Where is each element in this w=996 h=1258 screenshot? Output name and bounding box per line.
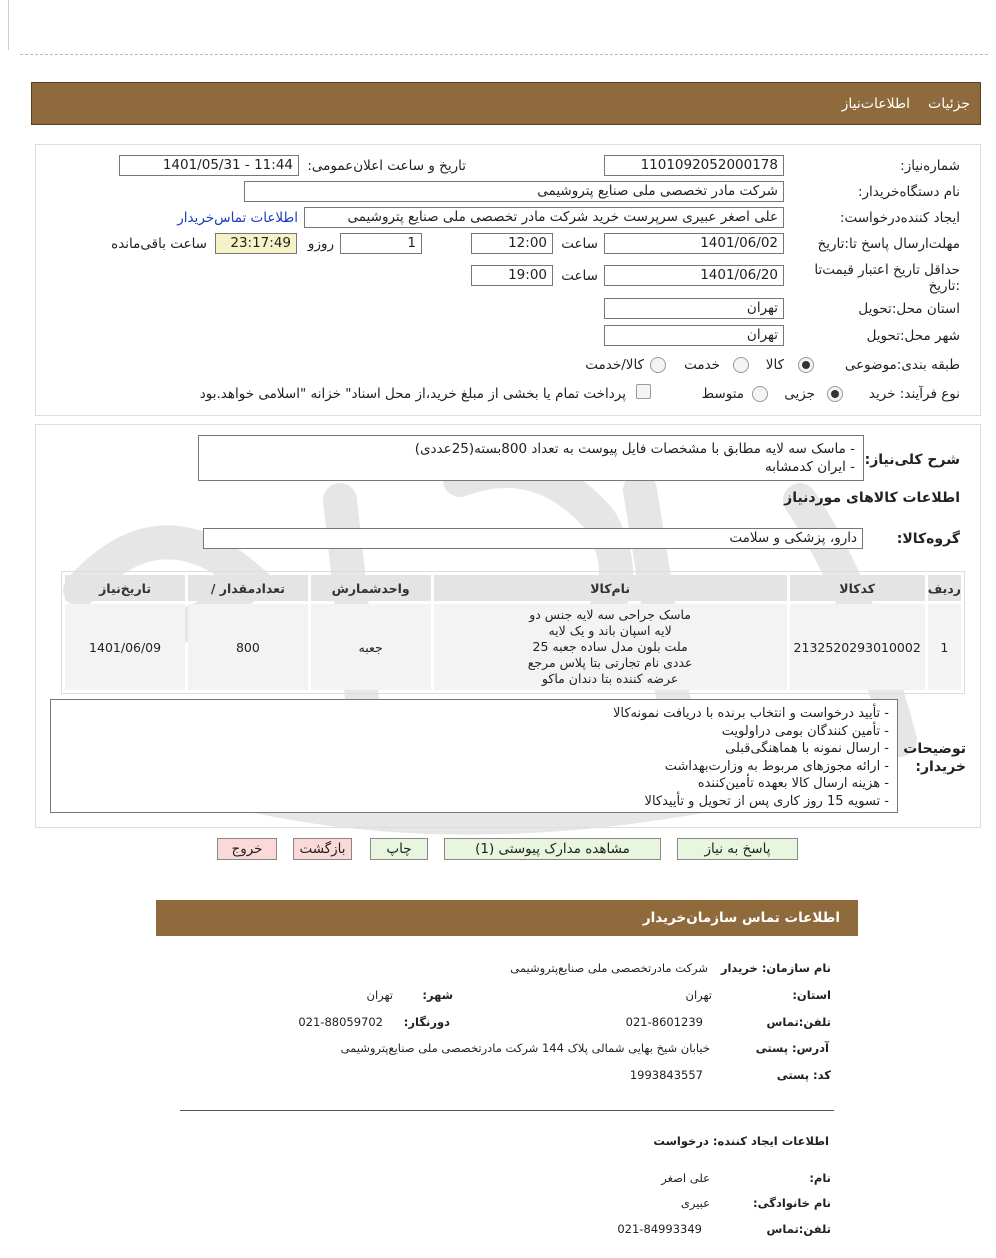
contact-province-label: استان: xyxy=(792,988,831,1002)
table-header-row xyxy=(65,575,961,601)
province-field: تهران xyxy=(604,298,784,319)
process-medium-label: متوسط xyxy=(701,386,744,402)
buyer-notes-label: توضیحات خریدار: xyxy=(903,741,966,775)
note-line: - ارسال نمونه با هماهنگی‌قبلی xyxy=(725,741,889,756)
creator-phone-value: 021-84993349 xyxy=(617,1222,702,1236)
validity-label: حداقل تاریخ اعتبار قیمت‌تا :تاریخ xyxy=(814,262,960,294)
note-line: - تأیید درخواست و انتخاب برنده با دریافت نمونه‌کالا xyxy=(612,706,889,721)
deadline-time-field: 12:00 xyxy=(471,233,553,254)
deadline-label: مهلت‌ارسال پاسخ تا‌:تاریخ xyxy=(817,236,960,252)
need-number-label: شماره‌نیاز: xyxy=(900,158,960,174)
process-minor-label: جزیی xyxy=(784,386,815,402)
days-field: 1 xyxy=(340,233,422,254)
category-goods-service-radio[interactable] xyxy=(650,357,666,373)
tab-details[interactable]: جزئیات xyxy=(928,96,970,112)
announce-label: تاریخ و ساعت اعلان‌عمومی: xyxy=(307,158,466,174)
cell-date: 1401/06/09 xyxy=(65,604,185,690)
contact-address-value: خیابان شیخ بهایی شمالی پلاک 144 شرکت مادرتخصصی ملی صنایع‌پتروشیمی xyxy=(340,1041,710,1055)
treasury-payment-checkbox[interactable] xyxy=(636,384,651,399)
creator-name-value: علی اصغر xyxy=(661,1171,710,1185)
city-label: شهر محل‌:تحویل xyxy=(866,328,960,344)
buyer-contact-link[interactable]: اطلاعات تماس‌خریدار xyxy=(177,210,298,226)
cell-unit: جعبه xyxy=(311,604,431,690)
contact-city-value: تهران xyxy=(366,988,393,1002)
creator-phone-label: تلفن‌:تماس xyxy=(766,1222,831,1236)
contact-phone-label: تلفن‌:تماس xyxy=(766,1015,831,1029)
cell-name-line: عددی نام تجارتی بتا پلاس مرجع xyxy=(527,655,693,670)
col-unit-header: واحدشمارش xyxy=(311,575,431,601)
contact-header xyxy=(156,900,858,936)
summary-label: شرح کلی‌نیاز: xyxy=(864,452,960,468)
creator-family-value: عبیری xyxy=(680,1196,710,1210)
category-label: طبقه بندی‌:موضوعی xyxy=(844,357,960,373)
process-minor-radio[interactable] xyxy=(827,386,843,402)
creator-label: ایجاد کننده‌درخواست: xyxy=(839,210,960,226)
reply-button[interactable]: پاسخ به نیاز xyxy=(677,838,798,860)
table-row[interactable] xyxy=(65,604,961,690)
contact-org-value: شرکت مادرتخصصی ملی صنایع‌پتروشیمی xyxy=(510,961,708,975)
items-table xyxy=(62,572,964,693)
creator-name-label: نام: xyxy=(809,1171,831,1185)
cell-code: 2132520293010002 xyxy=(790,604,925,690)
treasury-payment-note: پرداخت تمام یا بخشی از مبلغ خرید،از محل اسناد" خزانه "اسلامی خواهد.بود xyxy=(199,386,626,402)
buyer-notes-box xyxy=(50,699,898,813)
deadline-date-field: 1401/06/02 xyxy=(604,233,784,254)
city-field: تهران xyxy=(604,325,784,346)
contact-province-value: تهران xyxy=(685,988,712,1002)
validity-time-label: ساعت xyxy=(561,268,598,284)
cell-name-line: ماسک جراحی سه لایه جنس دو xyxy=(529,607,692,622)
contact-org-label: نام سازمان‌: خریدار xyxy=(720,961,831,975)
cell-name-line: لایه اسپان باند و یک لایه xyxy=(548,623,672,638)
contact-divider xyxy=(180,1110,834,1111)
col-row-header: ردیف xyxy=(928,575,961,601)
note-line: - تأمین کنندگان بومی دراولویت xyxy=(721,723,889,739)
attachments-button[interactable]: مشاهده مدارک پیوستی (1) xyxy=(444,838,661,860)
buyer-org-field: شرکت مادر تخصصی ملی صنایع پتروشیمی xyxy=(244,181,784,202)
creator-family-label: نام خانوادگی: xyxy=(753,1196,831,1210)
process-medium-radio[interactable] xyxy=(752,386,768,402)
validity-time-field: 19:00 xyxy=(471,265,553,286)
contact-postal-value: 1993843557 xyxy=(629,1068,703,1082)
top-divider xyxy=(20,54,988,55)
announce-field: 1401/05/31 - 11:44 xyxy=(119,155,299,176)
cell-qty: 800 xyxy=(188,604,307,690)
left-border-line xyxy=(8,0,9,50)
summary-line: - ایران کدمشابه xyxy=(765,459,855,475)
contact-fax-value: 021-88059702 xyxy=(298,1015,383,1029)
col-qty-header: تعدادمقدار / xyxy=(188,575,307,601)
summary-line: - ماسک سه لایه مطابق با مشخصات فایل پیوست به تعداد 800بسته(25عددی) xyxy=(414,441,855,457)
process-label: نوع فرآیند‌: خرید xyxy=(868,386,960,402)
col-code-header: کدکالا xyxy=(790,575,925,601)
category-goods-label: کالا xyxy=(765,357,784,373)
note-line: - ارائه مجوزهای مربوط به وزارت‌بهداشت xyxy=(664,758,889,774)
remaining-label: ساعت باقی‌مانده xyxy=(111,236,207,252)
contact-title: اطلاعات تماس سازمان‌خریدار xyxy=(642,910,840,926)
goods-group-label: گروه‌کالا: xyxy=(896,531,960,547)
need-number-field: 1101092052000178 xyxy=(604,155,784,176)
category-service-label: خدمت xyxy=(684,357,720,373)
exit-button[interactable]: خروج xyxy=(217,838,277,860)
contact-fax-label: دورنگار: xyxy=(403,1015,450,1029)
creator-info-title: اطلاعات ایجاد کننده‌: درخواست xyxy=(653,1134,829,1148)
cell-row: 1 xyxy=(928,604,961,690)
col-name-header: نام‌کالا xyxy=(434,575,787,601)
contact-city-label: شهر: xyxy=(422,988,453,1002)
goods-info-title: اطلاعات کالاهای موردنیاز xyxy=(784,490,960,506)
col-date-header: تاریخ‌نیاز xyxy=(65,575,185,601)
category-goods-radio[interactable] xyxy=(798,357,814,373)
note-line: - هزینه ارسال کالا بعهده تأمین‌کننده xyxy=(697,776,889,791)
deadline-time-label: ساعت xyxy=(561,236,598,252)
goods-group-field: دارو، پزشکی و سلامت xyxy=(203,528,863,549)
cell-name-line: ملت بلون مدل ساده جعبه 25 xyxy=(532,639,688,654)
contact-phone-value: 021-8601239 xyxy=(625,1015,703,1029)
days-label: روز‌و xyxy=(307,236,334,252)
province-label: استان محل‌:تحویل xyxy=(858,301,960,317)
contact-address-label: آدرس‌: پستی xyxy=(755,1041,829,1055)
buyer-org-label: نام دستگاه‌خریدار: xyxy=(857,184,960,200)
contact-postal-label: کد‌: پستی xyxy=(776,1068,831,1082)
validity-date-field: 1401/06/20 xyxy=(604,265,784,286)
cell-name xyxy=(434,604,787,690)
page-header xyxy=(31,82,981,125)
summary-box xyxy=(198,435,864,481)
note-line: - تسویه 15 روز کاری پس از تحویل و تأییدکالا xyxy=(644,793,889,809)
creator-field: علی اصغر عبیری سرپرست خرید شرکت مادر تخصصی ملی صنایع پتروشیمی xyxy=(304,207,784,228)
items-table-wrapper xyxy=(61,571,965,694)
tab-need-info[interactable]: اطلاعات‌نیاز xyxy=(841,96,910,112)
print-button[interactable]: چاپ xyxy=(370,838,428,860)
cell-name-line: عرضه کننده بتا دندان ماکو xyxy=(541,671,679,686)
category-goods-service-label: کالا‌/خدمت xyxy=(585,357,644,373)
remaining-time-field: 23:17:49 xyxy=(215,233,297,254)
back-button[interactable]: بازگشت xyxy=(293,838,352,860)
category-service-radio[interactable] xyxy=(733,357,749,373)
